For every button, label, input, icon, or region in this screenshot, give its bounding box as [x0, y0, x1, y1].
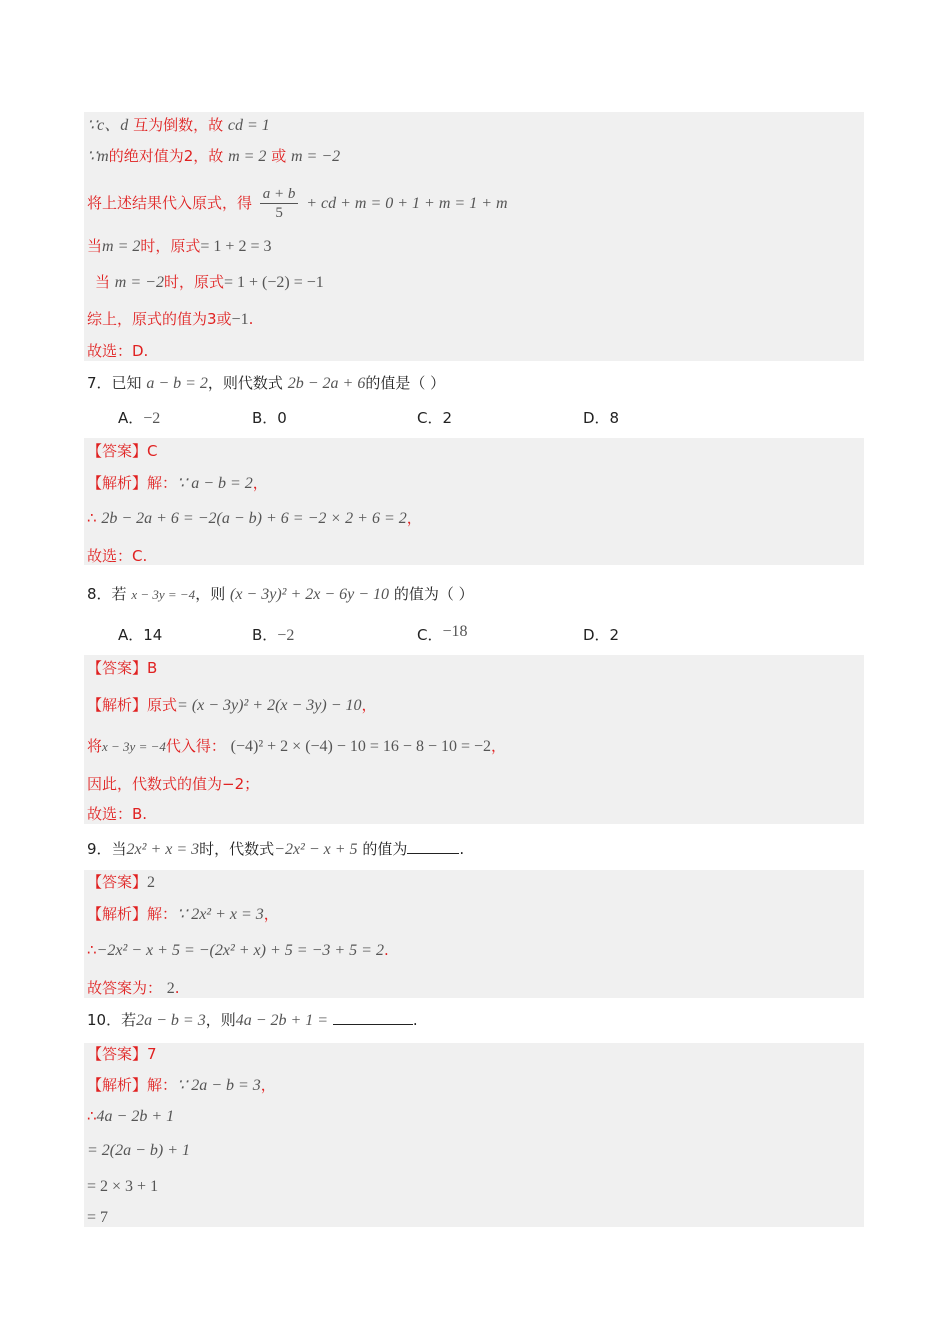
- analysis-line: 【解析】解：∵ 2x² + x = 3，: [87, 905, 279, 923]
- option-a[interactable]: A．14: [118, 626, 163, 644]
- option-d[interactable]: D．8: [583, 409, 620, 427]
- question-7: 7．已知 a − b = 2，则代数式 2b − 2a + 6的值是（ ）: [87, 374, 446, 392]
- question-10: 10．若2a − b = 3，则4a − 2b + 1 = .: [87, 1011, 418, 1029]
- analysis-step: 将x − 3y = −4代入得： (−4)² + 2 × (−4) − 10 = 16 − 8 − 10 = −2，: [87, 737, 507, 755]
- question-9: 9．当2x² + x = 3时，代数式−2x² − x + 5 的值为 .: [87, 840, 465, 858]
- solution-conclusion: 故答案为： 2.: [87, 979, 180, 997]
- option-b[interactable]: B．0: [252, 409, 287, 427]
- analysis-step: = 2 × 3 + 1: [87, 1178, 159, 1195]
- solution-block-q9: [84, 870, 864, 998]
- answer-label: 【答案】B: [87, 659, 158, 677]
- answer-label: 【答案】C: [87, 442, 158, 460]
- solution-block-q7: [84, 438, 864, 565]
- option-d[interactable]: D．2: [583, 626, 620, 644]
- solution-line: ∵m的绝对值为2，故 m = 2 或 m = −2: [87, 147, 341, 165]
- analysis-step: ∴4a − 2b + 1: [87, 1107, 175, 1125]
- answer-blank[interactable]: [407, 839, 459, 854]
- analysis-step: ∴−2x² − x + 5 = −(2x² + x) + 5 = −3 + 5 = 2.: [87, 941, 389, 959]
- solution-conclusion: 故选：C.: [87, 547, 148, 565]
- answer-blank[interactable]: [333, 1010, 413, 1025]
- analysis-step: 因此，代数式的值为−2；: [87, 775, 260, 793]
- analysis-line: 【解析】解：∵ a − b = 2，: [87, 474, 268, 492]
- option-b[interactable]: B．−2: [252, 626, 295, 644]
- analysis-step: ∴ 2b − 2a + 6 = −2(a − b) + 6 = −2 × 2 + 6 = 2，: [87, 509, 422, 527]
- solution-line: 当 m = −2时，原式= 1 + (−2) = −1: [95, 273, 324, 291]
- option-c[interactable]: C．2: [417, 409, 453, 427]
- option-c[interactable]: C．−18: [417, 623, 468, 644]
- fraction: $\frac{a + b}{5}$: [260, 185, 299, 222]
- analysis-step: = 7: [87, 1209, 109, 1226]
- solution-block-q10: [84, 1043, 864, 1227]
- solution-line: 当m = 2时，原式= 1 + 2 = 3: [87, 237, 272, 255]
- question-8: 8．若 x − 3y = −4，则 (x − 3y)² + 2x − 6y − 10 的值为（ ）: [87, 585, 474, 603]
- answer-label: 【答案】2: [87, 873, 156, 891]
- analysis-step: = 2(2a − b) + 1: [87, 1142, 191, 1159]
- option-a[interactable]: A．−2: [118, 409, 161, 427]
- solution-line: 综上，原式的值为3或−1.: [87, 310, 254, 328]
- solution-conclusion: 故选：B.: [87, 805, 148, 823]
- answer-label: 【答案】7: [87, 1045, 157, 1063]
- analysis-line: 【解析】解：∵ 2a − b = 3，: [87, 1076, 276, 1094]
- solution-line: 将上述结果代入原式，得 $\frac{a + b}{5}$ + cd + m = 0 + 1 + m = 1 + m: [87, 186, 508, 221]
- solution-conclusion: 故选：D.: [87, 342, 149, 360]
- solution-line: ∵c、d 互为倒数，故 cd = 1: [87, 116, 270, 134]
- analysis-line: 【解析】原式= (x − 3y)² + 2(x − 3y) − 10，: [87, 696, 377, 714]
